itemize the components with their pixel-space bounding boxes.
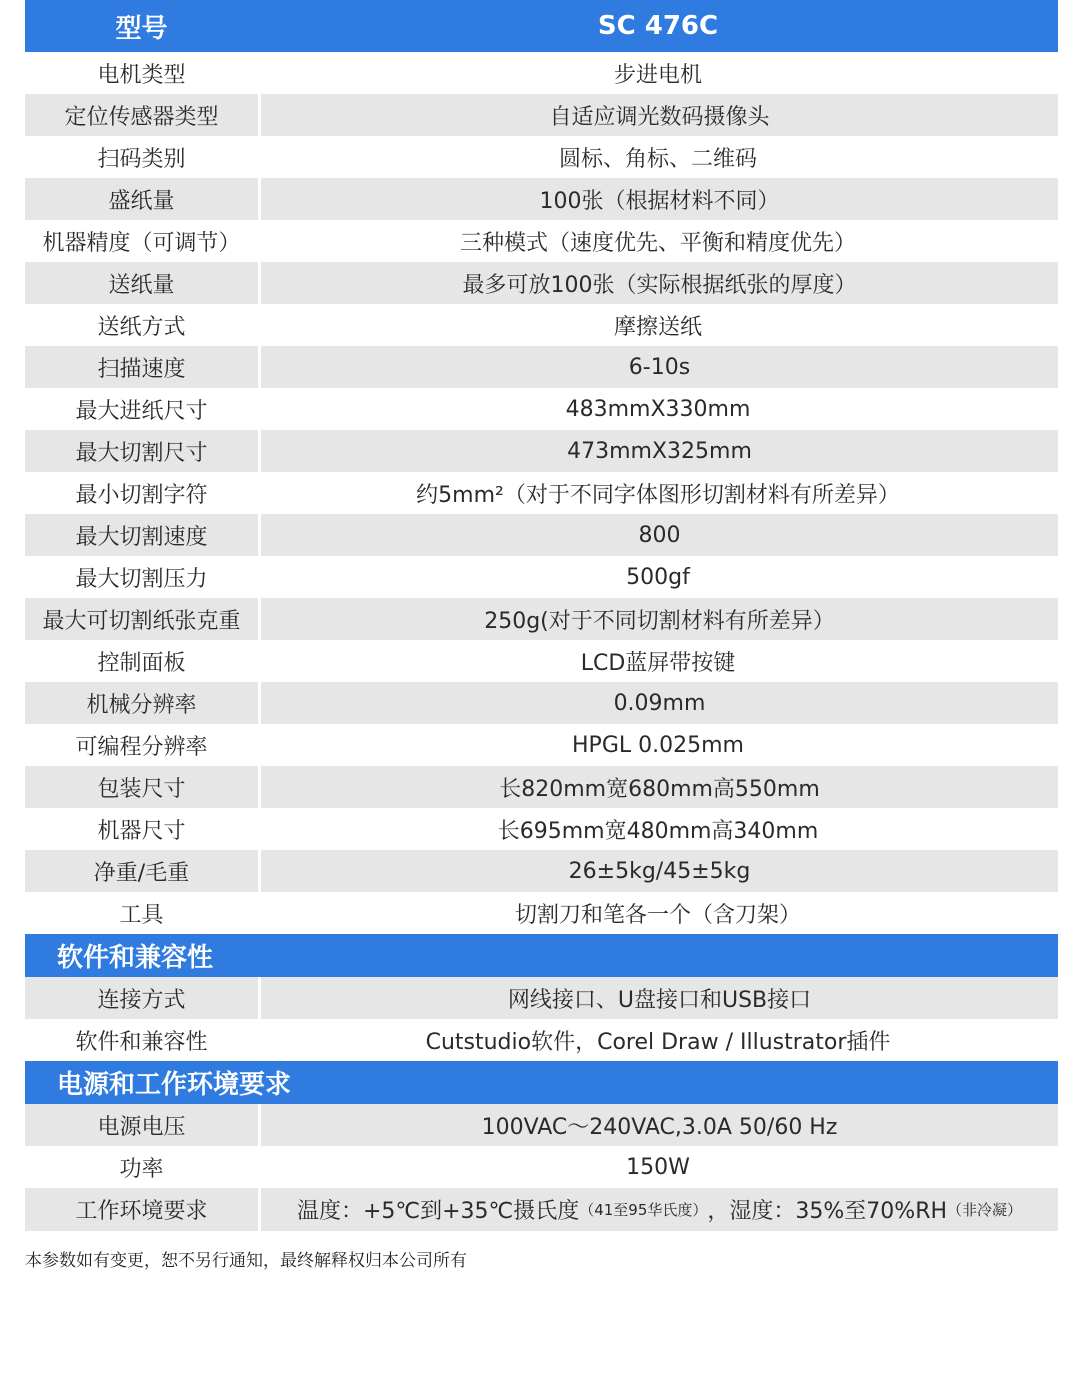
table-row — [25, 388, 1058, 430]
software-rows — [25, 977, 1058, 1061]
row-label: 最小切割字符 — [75, 482, 208, 508]
power-rows — [25, 1104, 1058, 1188]
table-row — [25, 1104, 1058, 1146]
row-value: 长820mm宽680mm高550mm — [258, 766, 1058, 808]
table-row — [25, 52, 1058, 94]
header-model-label: 型号 — [115, 13, 168, 44]
section-power — [25, 1061, 1058, 1104]
row-label: 工具 — [119, 902, 164, 928]
table-row — [25, 640, 1058, 682]
row-value: 自适应调光数码摄像头 — [258, 94, 1058, 136]
row-label: 机器精度（可调节） — [42, 230, 241, 256]
env-non-condensing: （非冷凝） — [947, 1201, 1023, 1219]
row-label: 电机类型 — [97, 62, 186, 88]
table-header — [25, 0, 1058, 52]
row-value: 约5mm²（对于不同字体图形切割材料有所差异） — [416, 482, 900, 508]
spec-table — [25, 0, 1058, 1231]
row-value — [258, 1188, 1058, 1231]
row-label: 电源电压 — [97, 1114, 186, 1140]
row-label: 净重/毛重 — [93, 860, 190, 886]
table-row — [25, 430, 1058, 472]
row-value: Cutstudio软件，Corel Draw / Illustrator插件 — [425, 1029, 891, 1055]
row-value: 圆标、角标、二维码 — [558, 146, 757, 172]
row-label: 定位传感器类型 — [64, 104, 219, 130]
table-row — [25, 1146, 1058, 1188]
table-row-environment — [25, 1188, 1058, 1231]
row-label: 工作环境要求 — [75, 1199, 208, 1224]
row-label: 机器尺寸 — [97, 818, 186, 844]
table-row — [25, 136, 1058, 178]
table-row — [25, 304, 1058, 346]
row-value: 长695mm宽480mm高340mm — [497, 818, 819, 844]
table-row — [25, 262, 1058, 304]
table-row — [25, 556, 1058, 598]
table-row — [25, 472, 1058, 514]
row-value: 100VAC～240VAC,3.0A 50/60 Hz — [258, 1104, 1058, 1146]
env-temperature: 温度：+5℃到+35℃摄氏度 — [296, 1199, 580, 1224]
table-row — [25, 178, 1058, 220]
table-row — [25, 682, 1058, 724]
row-value: 最多可放100张（实际根据纸张的厚度） — [258, 262, 1058, 304]
header-model-value: SC 476C — [597, 11, 719, 41]
row-value: 0.09mm — [258, 682, 1058, 724]
row-value: HPGL 0.025mm — [572, 732, 744, 758]
row-value: 473mmX325mm — [258, 430, 1058, 472]
row-label: 最大切割速度 — [75, 524, 208, 550]
env-fahrenheit: （41至95华氏度） — [579, 1201, 708, 1219]
env-humidity: ，湿度：35%至70%RH — [707, 1199, 948, 1224]
row-label: 最大切割压力 — [75, 566, 208, 592]
table-row — [25, 850, 1058, 892]
table-row — [25, 724, 1058, 766]
table-row — [25, 1019, 1058, 1061]
row-value: 100张（根据材料不同） — [258, 178, 1058, 220]
spec-rows — [25, 52, 1058, 934]
table-row — [25, 598, 1058, 640]
row-value: LCD蓝屏带按键 — [580, 650, 736, 676]
row-label: 送纸量 — [108, 272, 175, 298]
table-row — [25, 892, 1058, 934]
row-value: 6-10s — [258, 346, 1058, 388]
row-label: 最大可切割纸张克重 — [42, 608, 241, 634]
row-value: 网线接口、U盘接口和USB接口 — [258, 977, 1058, 1019]
table-row — [25, 808, 1058, 850]
row-value: 26±5kg/45±5kg — [258, 850, 1058, 892]
table-row — [25, 94, 1058, 136]
table-row — [25, 346, 1058, 388]
row-value: 步进电机 — [613, 62, 702, 88]
footnote: 本参数如有变更，恕不另行通知，最终解释权归本公司所有 — [25, 1251, 467, 1271]
row-label: 送纸方式 — [97, 314, 186, 340]
row-value: 483mmX330mm — [565, 396, 751, 422]
table-row — [25, 977, 1058, 1019]
row-value: 摩擦送纸 — [613, 314, 702, 340]
row-value: 800 — [258, 514, 1058, 556]
row-value: 250g(对于不同切割材料有所差异） — [258, 598, 1058, 640]
row-label: 连接方式 — [97, 987, 186, 1013]
row-label: 包装尺寸 — [97, 776, 186, 802]
row-label: 盛纸量 — [108, 188, 175, 214]
row-label: 功率 — [119, 1156, 164, 1182]
row-label: 控制面板 — [97, 650, 186, 676]
row-value: 500gf — [626, 564, 690, 590]
row-value: 150W — [626, 1154, 690, 1180]
row-label: 可编程分辨率 — [75, 734, 208, 760]
section-software — [25, 934, 1058, 977]
section-power-title: 电源和工作环境要求 — [57, 1070, 292, 1100]
section-software-title: 软件和兼容性 — [57, 943, 214, 973]
table-row — [25, 514, 1058, 556]
row-label: 扫描速度 — [97, 356, 186, 382]
table-row — [25, 220, 1058, 262]
row-value: 三种模式（速度优先、平衡和精度优先） — [459, 230, 856, 256]
table-row — [25, 766, 1058, 808]
row-value: 切割刀和笔各一个（含刀架） — [514, 902, 801, 928]
row-label: 最大进纸尺寸 — [75, 398, 208, 424]
row-label: 最大切割尺寸 — [75, 440, 208, 466]
row-label: 扫码类别 — [97, 146, 186, 172]
row-label: 软件和兼容性 — [75, 1029, 208, 1055]
row-label: 机械分辨率 — [86, 692, 197, 718]
